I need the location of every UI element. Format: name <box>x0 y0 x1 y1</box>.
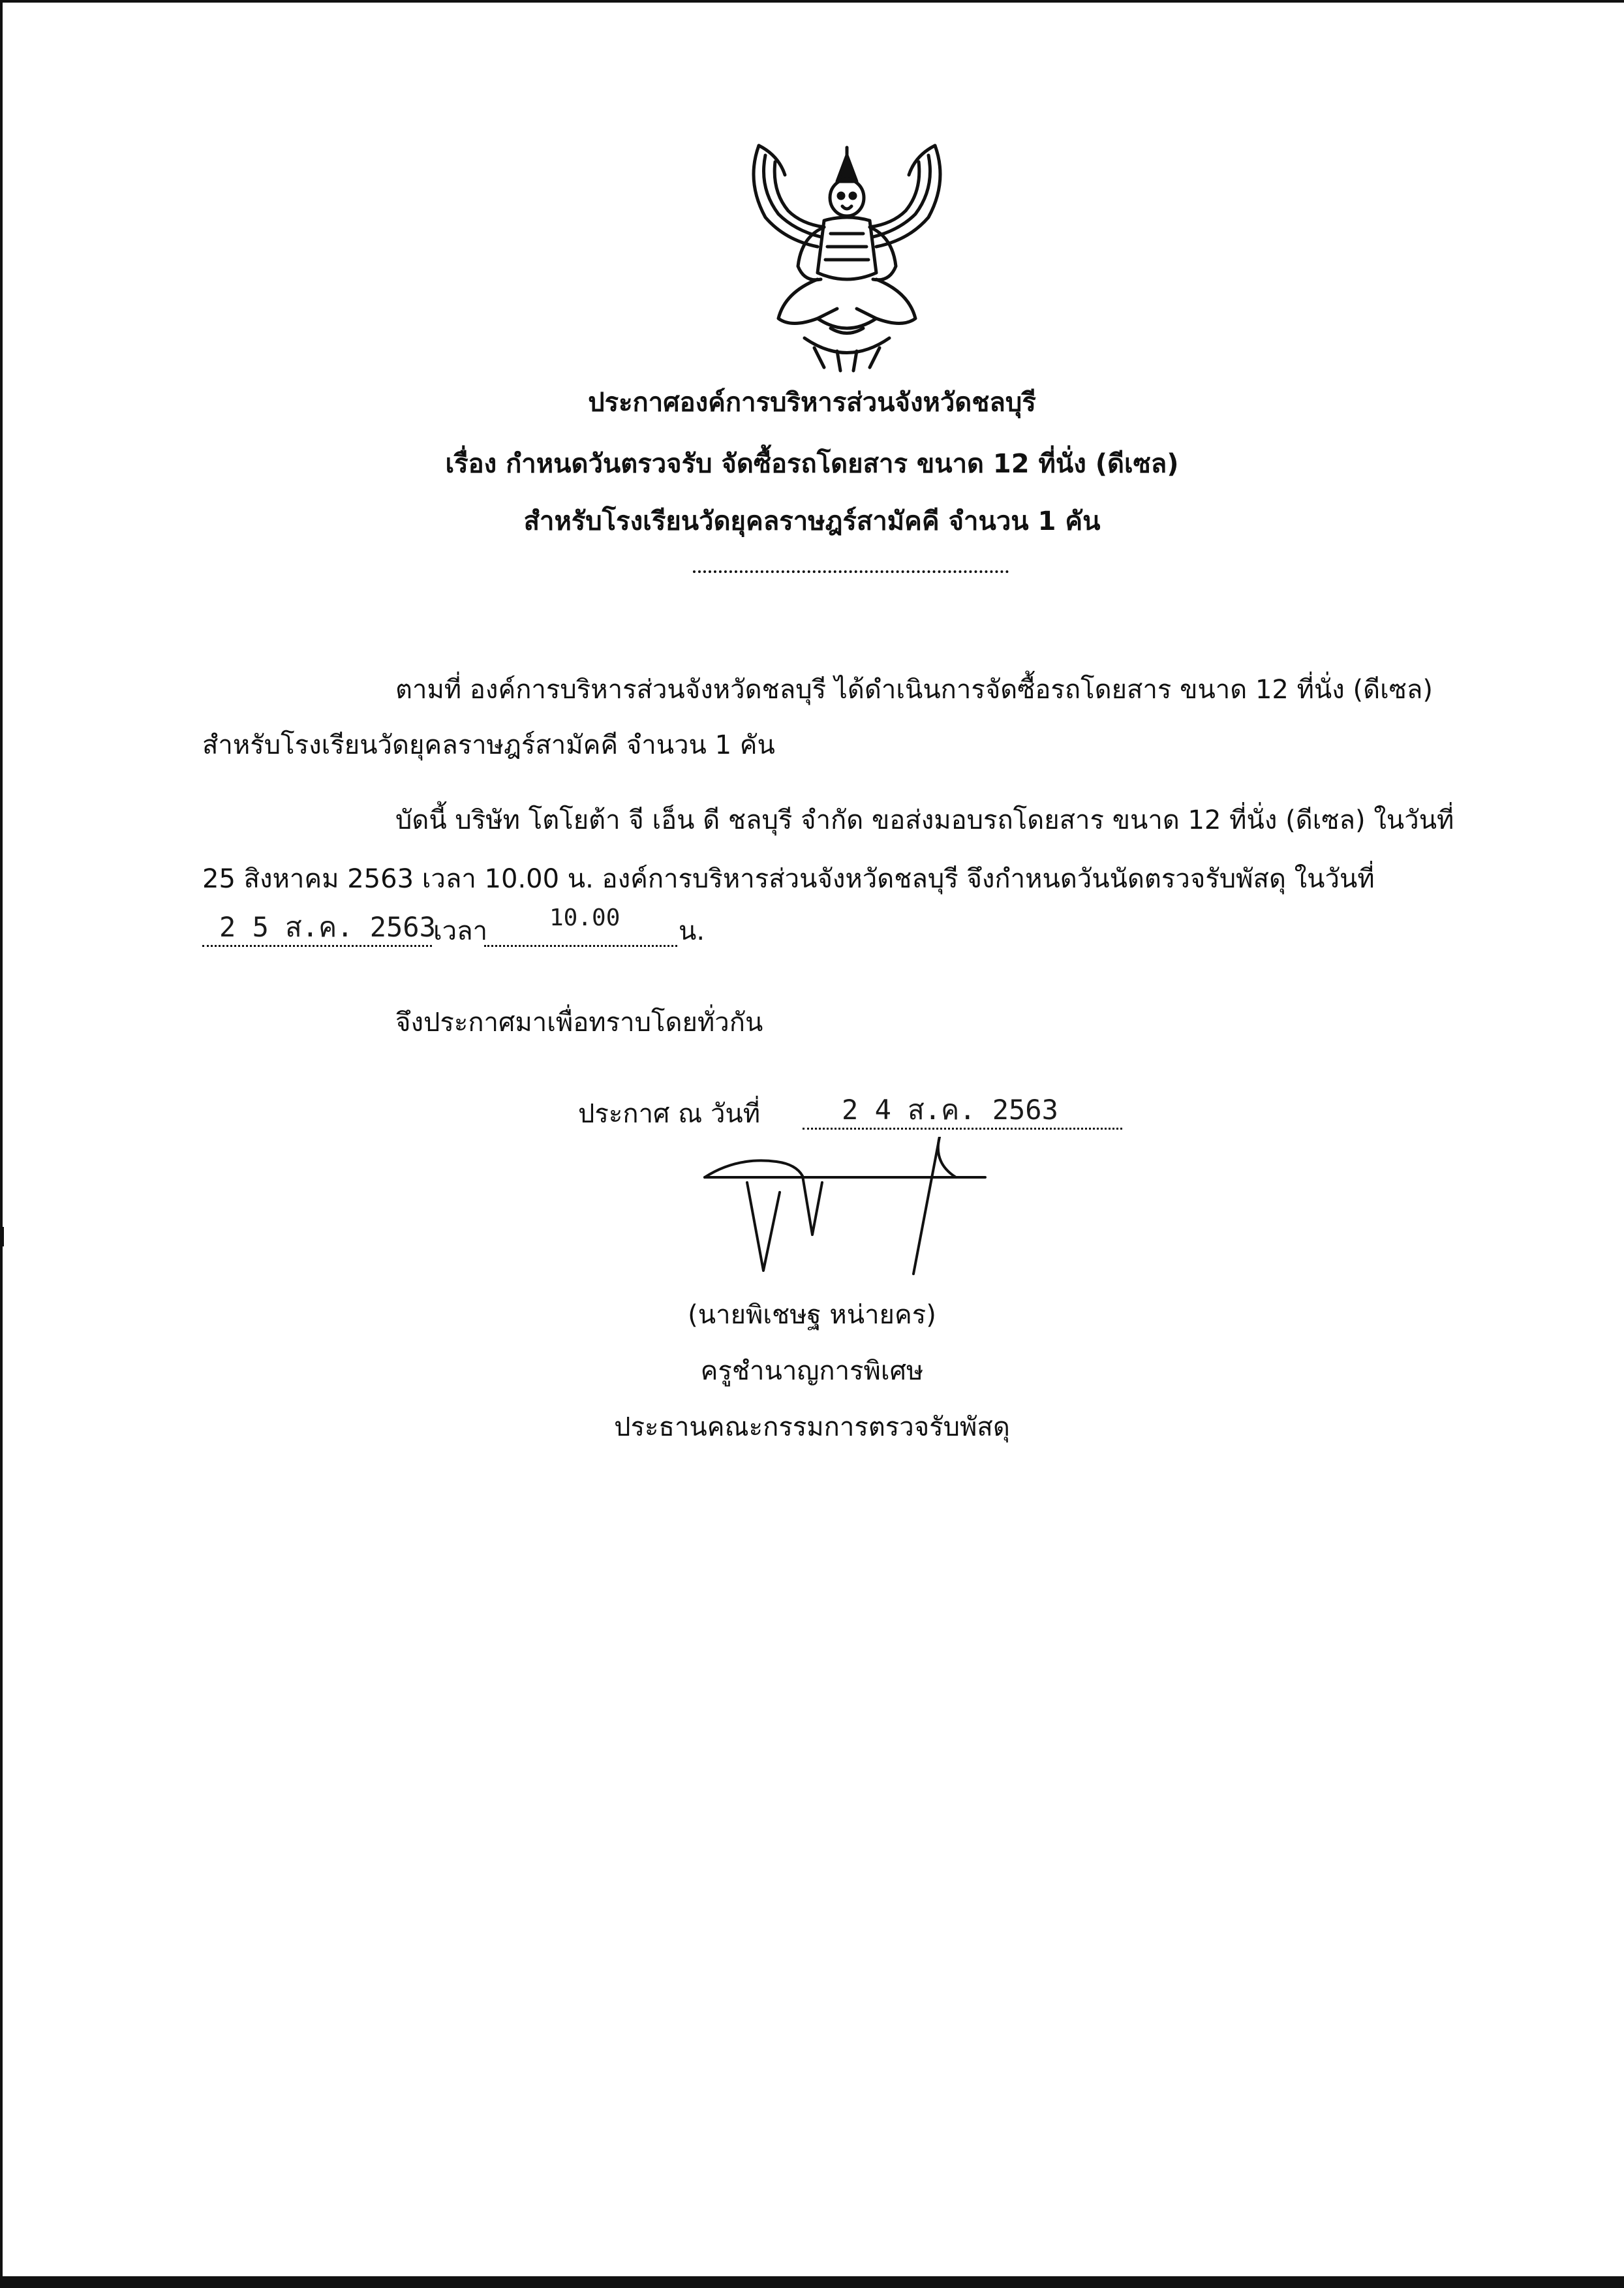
time-unit: น. <box>679 916 705 946</box>
signature <box>698 1137 992 1287</box>
paragraph-2-line-2: 25 สิงหาคม 2563 เวลา 10.00 น. องค์การบริหารส่วนจังหวัดชลบุรี จึงกำหนดวันนัดตรวจรับพัสดุ ในวันที่ <box>202 864 1375 894</box>
subject-line-2: สำหรับโรงเรียนวัดยุคลราษฎร์สามัคคี จำนวน 1 คัน <box>523 506 1101 536</box>
announcement-date-handwritten: 2 4 ส.ค. 2563 <box>842 1094 1058 1126</box>
subject-line: เรื่อง กำหนดวันตรวจรับ จัดซื้อรถโดยสาร ขนาด 12 ที่นั่ง (ดีเซล) <box>445 449 1179 479</box>
scan-mark <box>0 1227 4 1246</box>
announcement-date-label: ประกาศ ณ วันที่ <box>578 1099 761 1129</box>
paragraph-1-line-2: สำหรับโรงเรียนวัดยุคลราษฎร์สามัคคี จำนวน 1 คัน <box>202 730 775 760</box>
scan-border-top <box>0 0 1624 3</box>
signatory-role: ประธานคณะกรรมการตรวจรับพัสดุ <box>614 1412 1010 1442</box>
paragraph-1-line-1: ตามที่ องค์การบริหารส่วนจังหวัดชลบุรี ได้ดำเนินการจัดซื้อรถโดยสาร ขนาด 12 ที่นั่ง (ดีเซล) <box>395 675 1433 705</box>
paragraph-2-line-1: บัดนี้ บริษัท โตโยต้า จี เอ็น ดี ชลบุรี จำกัด ขอส่งมอบรถโดยสาร ขนาด 12 ที่นั่ง (ดีเซล) ในวันที่ <box>395 805 1454 835</box>
closing-sentence: จึงประกาศมาเพื่อทราบโดยทั่วกัน <box>395 1008 763 1038</box>
time-label: เวลา <box>433 916 488 946</box>
inspection-date-handwritten: 2 5 ส.ค. 2563 <box>219 911 436 943</box>
inspection-time-handwritten: 10.00 <box>549 904 620 931</box>
page-title: ประกาศองค์การบริหารส่วนจังหวัดชลบุรี <box>588 388 1036 418</box>
signatory-position: ครูชำนาญการพิเศษ <box>700 1356 924 1386</box>
scan-border-left <box>0 0 3 2288</box>
time-fill-line <box>484 945 677 947</box>
title-divider <box>693 570 1009 573</box>
garuda-emblem-icon <box>739 142 955 374</box>
signatory-name: (นายพิเชษฐ หน่ายคร) <box>688 1300 936 1330</box>
scan-border-bottom <box>0 2276 1624 2288</box>
